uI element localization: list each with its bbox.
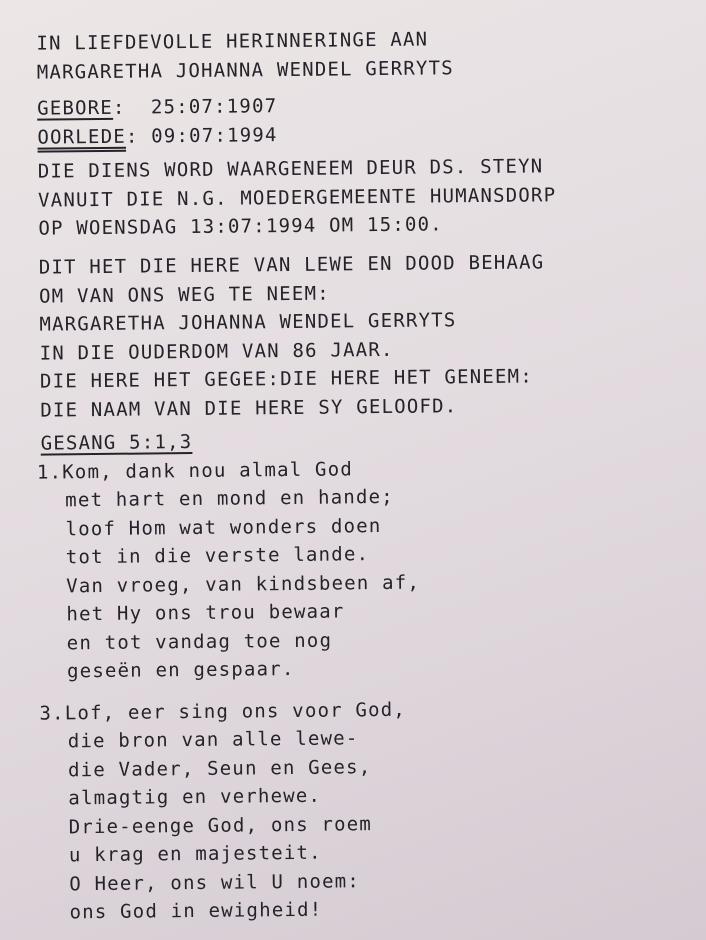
died-row: [37, 121, 277, 152]
born-label: GEBORE: [37, 96, 114, 120]
born-value: : 25:07:1907: [112, 95, 278, 119]
verse-line: loof Hom wat wonders doen: [65, 514, 382, 540]
verse-line: u krag en majesteit.: [68, 841, 322, 867]
hymn: [36, 426, 424, 927]
hymn-title: GESANG 5:1,3: [40, 431, 193, 455]
verse-line: Van vroeg, van kindsbeen af,: [66, 571, 421, 597]
verse-line: geseën en gespaar.: [66, 657, 295, 683]
verse-line: [39, 695, 421, 727]
announcement-line-4: IN DIE OUDERDOM VAN 86 JAAR.: [39, 338, 394, 365]
header: [36, 25, 454, 86]
service-details: [38, 152, 557, 243]
announcement-line-2: OM VAN ONS WEG TE NEEM:: [38, 282, 330, 308]
verse-line: tot in die verste lande.: [65, 543, 370, 569]
verse-line: met hart en mond en hande;: [65, 485, 394, 512]
service-line-2: VANUIT DIE N.G. MOEDERGEMEENTE HUMANSDORP: [37, 183, 557, 212]
verse-line: O Heer, ons wil U noem:: [69, 869, 361, 895]
dates: [37, 92, 278, 152]
verse-line: ons God in ewigheid!: [69, 898, 323, 924]
verse-number: 1.: [36, 460, 63, 484]
verse-number: 3.: [39, 701, 65, 725]
service-line-3: OP WOENSDAG 13:07:1994 OM 15:00.: [38, 213, 443, 240]
verse-line: Drie-eenge God, ons roem: [68, 812, 373, 838]
died-label: OORLEDE: [37, 125, 127, 149]
announcement: [39, 248, 546, 424]
announcement-line-1: DIT HET DIE HERE VAN LEWE EN DOOD BEHAAG: [38, 251, 545, 279]
verse-text: Lof, eer sing ons voor God,: [64, 698, 407, 724]
hymn-verse-1: [37, 454, 421, 686]
announcement-line-3: MARGARETHA JOHANNA WENDEL GERRYTS: [39, 309, 457, 336]
announcement-line-6: DIE NAAM VAN DIE HERE SY GELOOFD.: [40, 394, 458, 422]
header-name: MARGARETHA JOHANNA WENDEL GERRYTS: [36, 56, 454, 84]
service-line-1: DIE DIENS WORD WAARGENEEM DEUR DS. STEYN: [37, 155, 544, 183]
died-value: : 09:07:1994: [125, 123, 278, 148]
verse-line: en tot vandag toe nog: [66, 629, 333, 654]
verse-line: het Hy ons trou bewaar: [66, 600, 345, 626]
verse-line: almagtig en verhewe.: [68, 784, 322, 810]
verse-line: die bron van alle lewe-: [67, 727, 359, 753]
announcement-line-5: DIE HERE HET GEGEE:DIE HERE HET GENEEM:: [39, 365, 534, 393]
verse-text: Kom, dank nou almal God: [62, 457, 354, 483]
born-row: [37, 92, 277, 123]
header-line-1: IN LIEFDEVOLLE HERINNERINGE AAN: [36, 28, 429, 55]
verse-line: die Vader, Seun en Gees,: [67, 755, 372, 781]
hymn-verse-3: [39, 695, 423, 927]
verse-line: [37, 454, 419, 486]
